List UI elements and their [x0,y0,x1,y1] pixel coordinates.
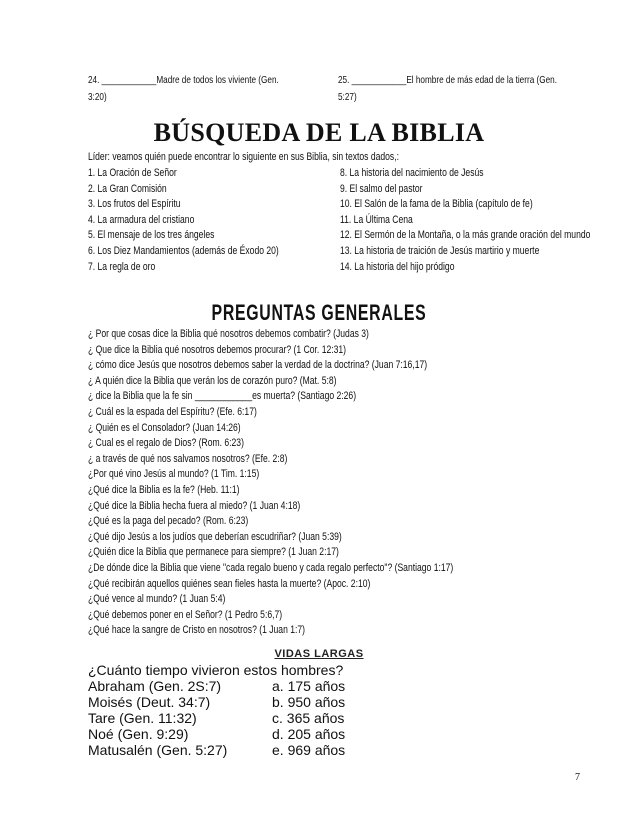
vidas-answer: b. 950 años [272,694,346,710]
question-item: ¿Qué es la paga del pecado? (Rom. 6:23) [88,515,249,528]
page-number: 7 [575,772,580,783]
vidas-largas-title: VIDAS LARGAS [274,648,364,660]
question-item: ¿Qué vence al mundo? (1 Juan 5:4) [88,593,226,606]
vidas-name: Tare (Gen. 11:32) [88,710,197,726]
question-item: ¿ Por que cosas dice la Biblia qué nosotros debemos combatir? (Judas 3) [88,328,369,340]
question-item: ¿De dónde dice la Biblia que viene "cada regalo bueno y cada regalo perfecto"? (Santiago 1:17) [88,561,454,574]
vidas-answer: e. 969 años [272,742,346,758]
question-item: ¿ dice la Biblia que la fe sin ____________es muerta? (Santiago 2:26) [88,390,357,403]
question-25-line2: 5:27) [338,91,357,103]
list-item: 4. La armadura del cristiano [88,213,195,226]
question-item: ¿ Cual es el regalo de Dios? (Rom. 6:23) [88,437,244,450]
list-item: 1. La Oración de Señor [88,167,177,179]
list-item: 2. La Gran Comisión [88,182,167,195]
vidas-name: Matusalén (Gen. 5:27) [88,742,228,758]
list-item: 12. El Sermón de la Montaña, o la más grande oración del mundo [340,229,591,242]
question-24 [88,72,279,106]
question-item: ¿ Que dice la Biblia qué nosotros debemos procurar? (1 Cor. 12:31) [88,343,347,356]
preguntas-list [88,327,453,639]
preguntas-title: PREGUNTAS GENERALES [211,300,427,325]
list-item: 3. Los frutos del Espíritu [88,198,181,211]
list-item: 11. La Última Cena [340,213,413,226]
question-item: ¿Qué dice la Biblia es la fe? (Heb. 11:1) [88,483,240,496]
list-item: 10. El Salón de la fama de la Biblia (capítulo de fe) [340,198,533,211]
question-item: ¿ Quién es el Consolador? (Juan 14:26) [88,421,241,434]
question-25-line1: 25. ____________El hombre de más edad de la tierra (Gen. [338,74,558,86]
list-item: 5. El mensaje de los tres ángeles [88,229,215,242]
vidas-answer: c. 365 años [272,710,345,726]
vidas-name: Abraham (Gen. 2S:7) [88,678,222,694]
question-item: ¿ Cuál es la espada del Espíritu? (Efe. 6:17) [88,405,257,418]
question-item: ¿Qué hace la sangre de Cristo en nosotros? (1 Juan 1:7) [88,624,306,637]
question-24-line1: 24. ____________Madre de todos los viviente (Gen. [88,74,279,86]
question-item: ¿Qué recibirán aquellos quiénes sean fieles hasta la muerte? (Apoc. 2:10) [88,577,371,590]
vidas-answer: d. 205 años [272,726,346,742]
busqueda-title: BÚSQUEDA DE LA BIBLIA [153,118,485,147]
list-item: 8. La historia del nacimiento de Jesús [340,167,484,179]
vidas-name: Moisés (Deut. 34:7) [88,694,211,710]
list-item: 13. La historia de traición de Jesús martirio y muerte [340,244,540,257]
question-item: ¿Quién dice la Biblia que permanece para siempre? (1 Juan 2:17) [88,546,339,559]
vidas-name: Noé (Gen. 9:29) [88,726,189,742]
vidas-largas-question: ¿Cuánto tiempo vivieron estos hombres? [88,662,344,678]
question-item: ¿Por qué vino Jesús al mundo? (1 Tim. 1:15) [88,468,260,481]
vidas-answer: a. 175 años [272,678,346,694]
vidas-largas-answers [272,678,345,758]
question-item: ¿ a través de qué nos salvamos nosotros? (Efe. 2:8) [88,452,288,465]
list-item: 14. La historia del hijo pródigo [340,260,455,273]
question-item: ¿Qué dice la Biblia hecha fuera al miedo? (1 Juan 4:18) [88,499,301,512]
busqueda-left-list [88,166,279,275]
question-item: ¿ A quién dice la Biblia que verán los de corazón puro? (Mat. 5:8) [88,374,337,387]
busqueda-intro: Líder: veamos quién puede encontrar lo siguiente en sus Biblia, sin textos dados,: [88,151,399,163]
question-item: ¿Qué dijo Jesús a los judíos que deberían escudriñar? (Juan 5:39) [88,530,342,543]
question-25 [338,72,557,106]
question-24-line2: 3:20) [88,91,107,103]
list-item: 7. La regla de oro [88,260,156,273]
question-item: ¿ cómo dice Jesús que nosotros debemos saber la verdad de la doctrina? (Juan 7:16,17) [88,359,428,372]
vidas-largas-names [88,678,227,758]
list-item: 9. El salmo del pastor [340,182,423,195]
list-item: 6. Los Diez Mandamientos (además de Éxodo 20) [88,244,279,257]
busqueda-right-list [340,166,590,275]
question-item: ¿Qué debemos poner en el Señor? (1 Pedro 5:6,7) [88,608,283,621]
